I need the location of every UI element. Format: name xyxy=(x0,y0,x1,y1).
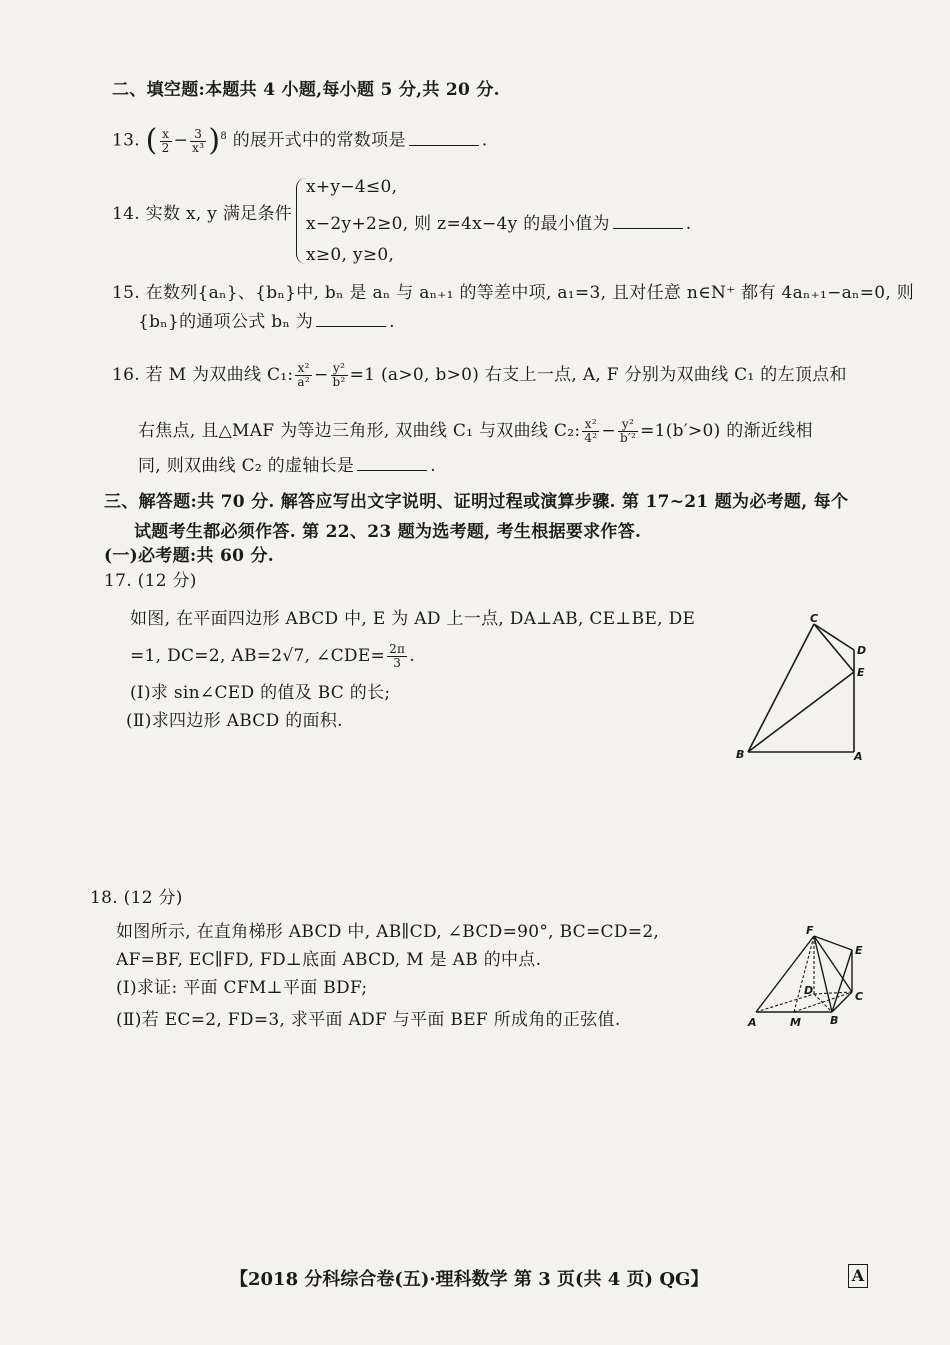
q13-minus: − xyxy=(173,130,189,151)
q18-line-1: 如图所示, 在直角梯形 ABCD 中, AB∥CD, ∠BCD=90°, BC=CD=2, xyxy=(116,922,660,942)
edge-FC xyxy=(814,936,852,992)
q17-part-2: (Ⅱ)求四边形 ABCD 的面积. xyxy=(126,711,343,731)
q17-angle-frac: $\frac{2\pi}{3}$ xyxy=(389,642,406,670)
label-B: B xyxy=(736,748,745,761)
edge-MC xyxy=(794,992,852,1012)
edge-BE xyxy=(748,672,854,752)
label-M: M xyxy=(790,1016,801,1029)
answer-blank[interactable] xyxy=(409,131,479,146)
label-F: F xyxy=(806,924,814,937)
q17-figure xyxy=(730,610,880,770)
q15-line-2: {bₙ}的通项公式 bₙ 为 . xyxy=(138,312,395,332)
answer-blank[interactable] xyxy=(316,312,386,327)
q16-frac-y2: $\frac{\text{y²}}{\text{b′²}}$ xyxy=(619,417,637,445)
q18-head: 18. (12 分) xyxy=(90,888,183,908)
question-13 xyxy=(112,123,488,159)
edge-FE xyxy=(814,936,852,950)
label-D: D xyxy=(804,984,814,997)
section-3-line-1: 三、解答题:共 70 分. 解答应写出文字说明、证明过程或演算步骤. 第 17~21 题为必考题, 每个 xyxy=(104,492,849,512)
q15-line-1: 15. 在数列{aₙ}、{bₙ}中, bₙ 是 aₙ 与 aₙ₊₁ 的等差中项, a₁=3, 且对任意 n∈N⁺ 都有 4aₙ₊₁−aₙ=0, 则 xyxy=(112,283,915,303)
q17-line-2: =1, DC=2, AB=2√7, ∠CDE= $\frac{2\pi}{3}$ . xyxy=(130,642,415,670)
q14-condition-1: x+y−4≤0, xyxy=(306,177,398,197)
edge-CB xyxy=(748,624,814,752)
page-footer: 【2018 分科综合卷(五)·理科数学 第 3 页(共 4 页) QG】 xyxy=(230,1269,709,1290)
q16-line-2: 右焦点, 且△MAF 为等边三角形, 双曲线 C₁ 与双曲线 C₂: $\frac{\text{x²}}{\text{4²}}$ − $\frac{\text{y²}}{\text{b′²}}$ =1(b′>0) 的渐近线相 xyxy=(138,417,813,445)
label-E: E xyxy=(857,666,865,679)
q13-exponent: 8 xyxy=(220,131,228,142)
q18-part-2: (Ⅱ)若 EC=2, FD=3, 求平面 ADF 与平面 BEF 所成角的正弦值. xyxy=(116,1010,621,1030)
answer-blank[interactable] xyxy=(357,456,427,471)
label-E: E xyxy=(855,944,863,957)
q16-frac-x: $\frac{\text{x²}}{\text{a²}}$ xyxy=(297,361,310,389)
q13-end: . xyxy=(481,130,488,151)
q16-frac-y: $\frac{\text{y²}}{\text{b²}}$ xyxy=(332,361,346,389)
q16-frac-x2: $\frac{\text{x²}}{\text{4²}}$ xyxy=(584,417,598,445)
q18-line-2: AF=BF, EC∥FD, FD⊥底面 ABCD, M 是 AB 的中点. xyxy=(116,950,542,970)
q18-part-1: (Ⅰ)求证: 平面 CFM⊥平面 BDF; xyxy=(116,978,368,998)
q13-number: 13. xyxy=(112,130,140,151)
q18-figure xyxy=(744,920,874,1035)
edge-AF xyxy=(756,936,814,1012)
edge-CE xyxy=(814,624,854,672)
q17-part-1: (Ⅰ)求 sin∠CED 的值及 BC 的长; xyxy=(130,683,391,703)
q16-line-1: 16. 若 M 为双曲线 C₁: $\frac{\text{x²}}{\text{a²}}$ − $\frac{\text{y²}}{\text{b²}}$ =1 (a>0, b>0) 右支上一点, A, F 分别为双曲线 C₁ 的左顶点和 xyxy=(112,361,847,389)
q14-condition-3: x≥0, y≥0, xyxy=(306,245,395,265)
section-3-line-2: 试题考生都必须作答. 第 22、23 题为选考题, 考生根据要求作答. xyxy=(134,522,642,542)
q14-prefix: 14. 实数 x, y 满足条件 xyxy=(112,204,293,224)
q17-line-1: 如图, 在平面四边形 ABCD 中, E 为 AD 上一点, DA⊥AB, CE⊥BE, DE xyxy=(130,609,696,629)
section-2-header: 二、填空题:本题共 4 小题,每小题 5 分,共 20 分. xyxy=(112,80,500,100)
section-3-subheader: (一)必考题:共 60 分. xyxy=(104,546,274,566)
label-D: D xyxy=(857,644,867,657)
label-A: A xyxy=(854,750,863,763)
edge-DC xyxy=(814,624,854,650)
edge-FB xyxy=(814,936,832,1012)
answer-blank[interactable] xyxy=(613,214,683,229)
label-C: C xyxy=(810,612,819,625)
label-C: C xyxy=(855,990,864,1003)
q13-frac1: $\frac{x}{2}$ xyxy=(161,126,170,155)
left-paren: ( xyxy=(145,123,158,159)
right-paren: ) xyxy=(208,123,221,159)
paper-version-badge: A xyxy=(848,1264,868,1288)
label-A: A xyxy=(748,1016,757,1029)
edge-MF xyxy=(794,936,814,1012)
q13-frac2: $\frac{3}{\text{x³}}$ xyxy=(192,126,205,155)
q14-condition-2: x−2y+2≥0, 则 z=4x−4y 的最小值为 . xyxy=(306,214,692,234)
q16-line-3: 同, 则双曲线 C₂ 的虚轴长是 . xyxy=(138,456,436,476)
q13-text: 的展开式中的常数项是 xyxy=(232,130,406,151)
label-B: B xyxy=(830,1014,839,1027)
q17-head: 17. (12 分) xyxy=(104,571,197,591)
